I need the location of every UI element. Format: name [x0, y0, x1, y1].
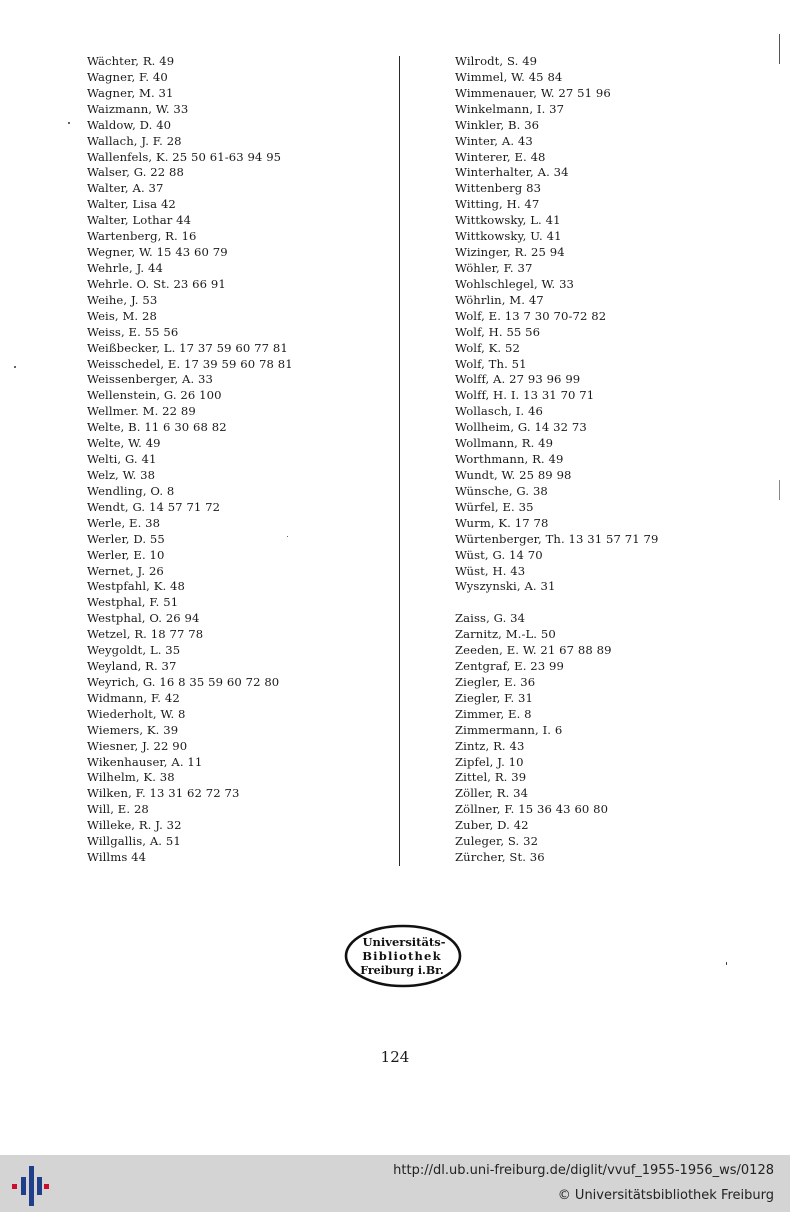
- index-entry: Wiemers, K. 39: [87, 722, 179, 737]
- index-entry: Wegner, W. 15 43 60 79: [87, 245, 228, 260]
- index-entry: Zimmermann, I. 6: [455, 722, 563, 737]
- index-entry: Welte, B. 11 6 30 68 82: [87, 420, 227, 435]
- index-entry: Zaiss, G. 34: [455, 611, 526, 626]
- index-entry: Westphal, F. 51: [87, 595, 179, 610]
- index-entry: Zuber, D. 42: [455, 818, 529, 833]
- index-entry: Willgallis, A. 51: [87, 834, 181, 849]
- stamp-line-1: Universitäts-: [362, 935, 446, 949]
- index-entry: Wiesner, J. 22 90: [87, 738, 188, 753]
- index-entry: Wallach, J. F. 28: [87, 133, 182, 148]
- scan-speck: [287, 536, 288, 537]
- index-entry: Wittkowsky, L. 41: [455, 213, 561, 228]
- index-entry: Wundt, W. 25 89 98: [455, 467, 572, 482]
- source-url[interactable]: http://dl.ub.uni-freiburg.de/diglit/vvuf_1955-1956_ws/0128: [393, 1163, 774, 1178]
- index-entry: Wüst, H. 43: [455, 563, 526, 578]
- index-entry: Wolf, E. 13 7 30 70-72 82: [455, 308, 607, 323]
- index-entry: Weygoldt, L. 35: [87, 643, 181, 658]
- index-entry: Wolff, A. 27 93 96 99: [455, 372, 581, 387]
- index-entry: Wetzel, R. 18 77 78: [87, 627, 204, 642]
- index-entry: Wikenhauser, A. 11: [87, 754, 203, 769]
- index-entry: Wilrodt, S. 49: [455, 54, 538, 68]
- index-entry: Wächter, R. 49: [87, 54, 175, 68]
- index-entry: Wöhler, F. 37: [455, 260, 533, 275]
- index-entry: Wolf, Th. 51: [455, 356, 527, 371]
- index-entry: Weißbecker, L. 17 37 59 60 77 81: [87, 340, 288, 355]
- index-entry: Wagner, F. 40: [87, 69, 168, 84]
- index-entry: Wyszynski, A. 31: [455, 579, 556, 594]
- index-entry: Weihe, J. 53: [87, 292, 158, 307]
- scan-speck: [726, 962, 727, 965]
- index-column-right: [455, 54, 775, 866]
- index-entry: Weyrich, G. 16 8 35 59 60 72 80: [87, 674, 280, 689]
- index-entry: Worthmann, R. 49: [455, 452, 564, 467]
- index-entry: Wendt, G. 14 57 71 72: [87, 499, 221, 514]
- index-column-left: [87, 54, 387, 866]
- index-entry: Zöller, R. 34: [455, 786, 529, 801]
- index-entry: Würtenberger, Th. 13 31 57 71 79: [455, 531, 659, 546]
- index-entry: Walter, Lothar 44: [87, 213, 192, 228]
- index-entry: Weis, M. 28: [87, 308, 157, 323]
- index-entry: Zintz, R. 43: [455, 738, 525, 753]
- footer-bar: [0, 1155, 790, 1212]
- index-entry: Zuleger, S. 32: [455, 834, 539, 849]
- scan-edge-mark: [779, 480, 780, 500]
- index-entry: Wollasch, I. 46: [455, 404, 543, 419]
- index-entry: Zittel, R. 39: [455, 770, 527, 785]
- index-entry: Will, E. 28: [87, 802, 149, 817]
- index-entry: Wiederholt, W. 8: [87, 706, 186, 721]
- index-entry: Willeke, R. J. 32: [87, 818, 182, 833]
- library-stamp: [344, 924, 462, 988]
- index-entry: Ziegler, E. 36: [455, 674, 536, 689]
- index-entry: Wehrle, J. 44: [87, 260, 163, 275]
- index-entry: Winkelmann, I. 37: [455, 101, 565, 116]
- index-entry: Ziegler, F. 31: [455, 690, 534, 705]
- index-entry: Wolf, K. 52: [455, 340, 520, 355]
- index-entry: Weissenberger, A. 33: [87, 372, 214, 387]
- index-entry: Walter, Lisa 42: [87, 197, 176, 212]
- index-entry: Weyland, R. 37: [87, 659, 177, 674]
- index-entry: Waldow, D. 40: [87, 117, 172, 132]
- index-entry: Wellmer. M. 22 89: [87, 404, 196, 419]
- index-entry: Wittkowsky, U. 41: [455, 229, 562, 244]
- index-entry: Wendling, O. 8: [87, 483, 175, 498]
- index-entry: Werler, D. 55: [87, 531, 165, 546]
- index-entry: Wittenberg 83: [455, 181, 542, 196]
- section-gap: [455, 595, 775, 611]
- index-entry: Welz, W. 38: [87, 467, 156, 482]
- library-logo-icon: [10, 1164, 50, 1206]
- column-divider: [399, 56, 400, 866]
- stamp-line-2: Bibliothek: [362, 949, 442, 963]
- index-entry: Wartenberg, R. 16: [87, 229, 197, 244]
- index-entry: Wöhrlin, M. 47: [455, 292, 544, 307]
- scan-speck: [68, 122, 70, 124]
- index-entry: Wizinger, R. 25 94: [455, 245, 565, 260]
- page-number: 124: [380, 1048, 410, 1066]
- index-entry: Witting, H. 47: [455, 197, 540, 212]
- index-entry: Wolff, H. I. 13 31 70 71: [455, 388, 595, 403]
- index-entry: Wilhelm, K. 38: [87, 770, 175, 785]
- index-entry: Zeeden, E. W. 21 67 88 89: [455, 643, 612, 658]
- index-entry: Welte, W. 49: [87, 436, 161, 451]
- index-entry: Wohlschlegel, W. 33: [455, 276, 575, 291]
- index-entry: Wurm, K. 17 78: [455, 515, 549, 530]
- scan-edge-mark: [779, 34, 780, 64]
- index-entry: Waizmann, W. 33: [87, 101, 189, 116]
- index-entry: Welti, G. 41: [87, 452, 157, 467]
- index-entry: Walter, A. 37: [87, 181, 164, 196]
- index-entry: Wollmann, R. 49: [455, 436, 554, 451]
- index-entry: Wolf, H. 55 56: [455, 324, 541, 339]
- index-entry: Winterhalter, A. 34: [455, 165, 569, 180]
- index-entry: Westpfahl, K. 48: [87, 579, 185, 594]
- scan-speck: [14, 366, 16, 368]
- index-entry: Wernet, J. 26: [87, 563, 164, 578]
- index-entry: Zarnitz, M.-L. 50: [455, 627, 556, 642]
- index-entry: Wallenfels, K. 25 50 61-63 94 95: [87, 149, 282, 164]
- copyright-notice: © Universitätsbibliothek Freiburg: [557, 1188, 774, 1203]
- index-entry: Wollheim, G. 14 32 73: [455, 420, 587, 435]
- index-entry: Westphal, O. 26 94: [87, 611, 200, 626]
- index-entry: Zürcher, St. 36: [455, 850, 545, 865]
- index-entry: Wünsche, G. 38: [455, 483, 548, 498]
- index-entry: Wimmel, W. 45 84: [455, 69, 563, 84]
- index-entry: Werle, E. 38: [87, 515, 161, 530]
- index-entry: Winkler, B. 36: [455, 117, 540, 132]
- index-entry: Zentgraf, E. 23 99: [455, 659, 564, 674]
- index-entry: Weiss, E. 55 56: [87, 324, 179, 339]
- index-entry: Zipfel, J. 10: [455, 754, 524, 769]
- index-entry: Wimmenauer, W. 27 51 96: [455, 85, 611, 100]
- index-entry: Winterer, E. 48: [455, 149, 546, 164]
- index-entry: Wellenstein, G. 26 100: [87, 388, 222, 403]
- index-entry: Walser, G. 22 88: [87, 165, 184, 180]
- index-entry: Würfel, E. 35: [455, 499, 534, 514]
- index-entry: Zimmer, E. 8: [455, 706, 532, 721]
- index-entry: Wagner, M. 31: [87, 85, 174, 100]
- index-entry: Willms 44: [87, 850, 147, 865]
- index-entry: Widmann, F. 42: [87, 690, 180, 705]
- index-entry: Wehrle. O. St. 23 66 91: [87, 276, 226, 291]
- index-entry: Zöllner, F. 15 36 43 60 80: [455, 802, 609, 817]
- index-entry: Wüst, G. 14 70: [455, 547, 543, 562]
- index-entry: Wilken, F. 13 31 62 72 73: [87, 786, 240, 801]
- index-entry: Werler, E. 10: [87, 547, 165, 562]
- index-entry: Weisschedel, E. 17 39 59 60 78 81: [87, 356, 293, 371]
- stamp-line-3: Freiburg i.Br.: [360, 964, 444, 977]
- index-entry: Winter, A. 43: [455, 133, 533, 148]
